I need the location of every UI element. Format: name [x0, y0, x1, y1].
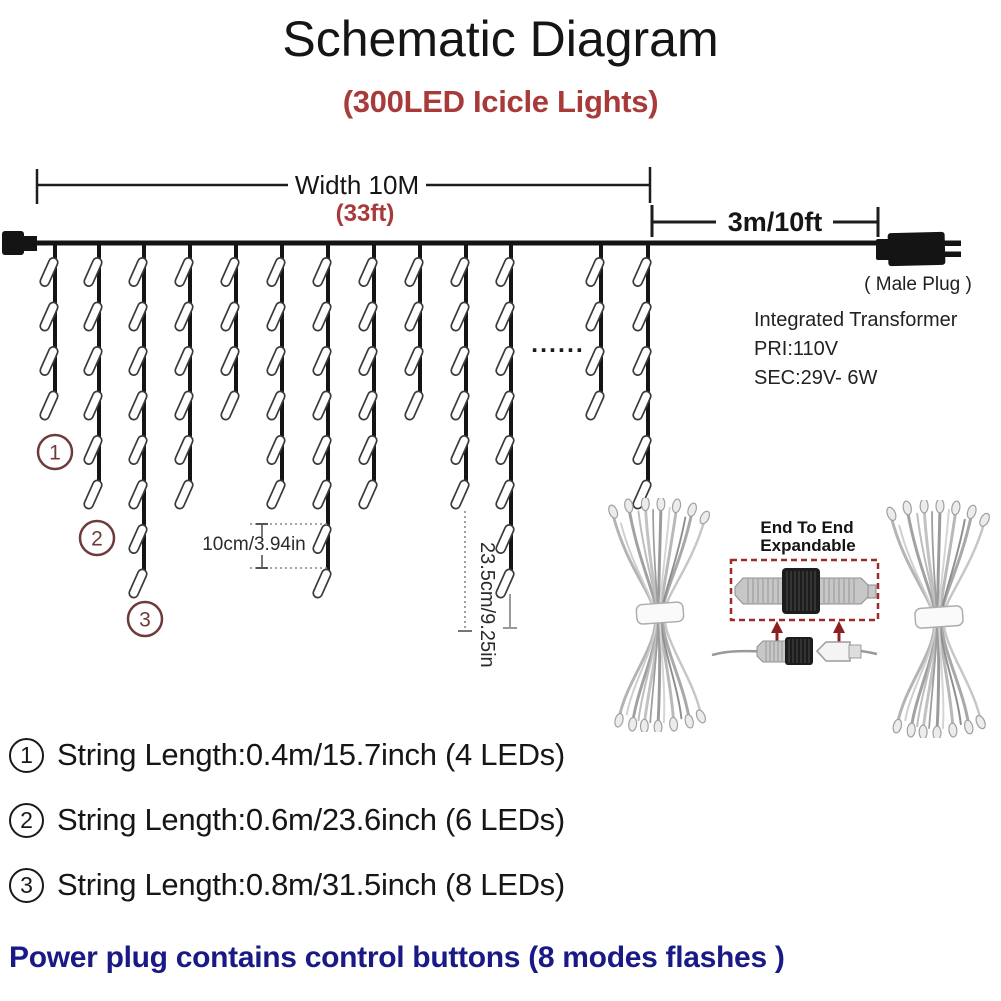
led-bulb [358, 479, 378, 510]
transformer-specs [754, 306, 957, 393]
led-bulb [128, 568, 148, 599]
drop-length-label: 23.5cm/9.25in [476, 542, 498, 668]
led-spacing-label: 10cm/3.94in [202, 534, 306, 555]
legend-row-1 [9, 737, 565, 773]
width-feet-label: (33ft) [335, 200, 395, 227]
led-bulb [266, 479, 286, 510]
icicle-strings [39, 243, 652, 599]
page-subtitle: (300LED Icicle Lights) [342, 84, 659, 119]
legend-marker-3: 3 [9, 868, 44, 903]
string-type-marker-number: 2 [91, 527, 103, 551]
lead-dimension-label: 3m/10ft [727, 207, 823, 237]
expandable-label-line1: End To End [760, 518, 854, 537]
legend-text-3: String Length:0.8m/31.5inch (8 LEDs) [57, 867, 565, 902]
legend-row-2 [9, 802, 565, 838]
footer-note: Power plug contains control buttons (8 modes flashes ) [9, 941, 785, 974]
led-bulb [220, 390, 240, 421]
legend-marker-1: 1 [9, 738, 44, 773]
transformer-primary: PRI:110V [754, 338, 839, 360]
transformer-secondary: SEC:29V- 6W [754, 367, 878, 389]
led-bulb [174, 479, 194, 510]
width-dimension-label: Width 10M [294, 170, 420, 200]
male-plug-icon [876, 232, 961, 266]
led-bulb [39, 390, 59, 421]
page-title: Schematic Diagram [282, 11, 719, 67]
legend-row-3 [9, 867, 565, 903]
legend-text-2: String Length:0.6m/23.6inch (6 LEDs) [57, 802, 565, 837]
continuation-dots: ...... [531, 330, 585, 358]
transformer-title: Integrated Transformer [754, 309, 958, 331]
light-bundle-left [607, 497, 711, 734]
separated-connector-icon [712, 637, 877, 665]
led-bulb [404, 390, 424, 421]
led-bulb [83, 479, 103, 510]
string-type-marker-number: 3 [139, 608, 151, 632]
legend-marker-2: 2 [9, 803, 44, 838]
male-plug-label: ( Male Plug ) [864, 274, 972, 295]
string-type-marker-number: 1 [49, 441, 61, 465]
joined-connector-icon [735, 568, 876, 614]
light-bundle-right [885, 499, 991, 740]
female-connector-icon [2, 231, 37, 255]
expandable-label-line2: Expandable [760, 536, 856, 555]
led-bulb [450, 479, 470, 510]
led-bulb [585, 390, 605, 421]
led-bulb [312, 568, 332, 599]
legend-text-1: String Length:0.4m/15.7inch (4 LEDs) [57, 737, 565, 772]
